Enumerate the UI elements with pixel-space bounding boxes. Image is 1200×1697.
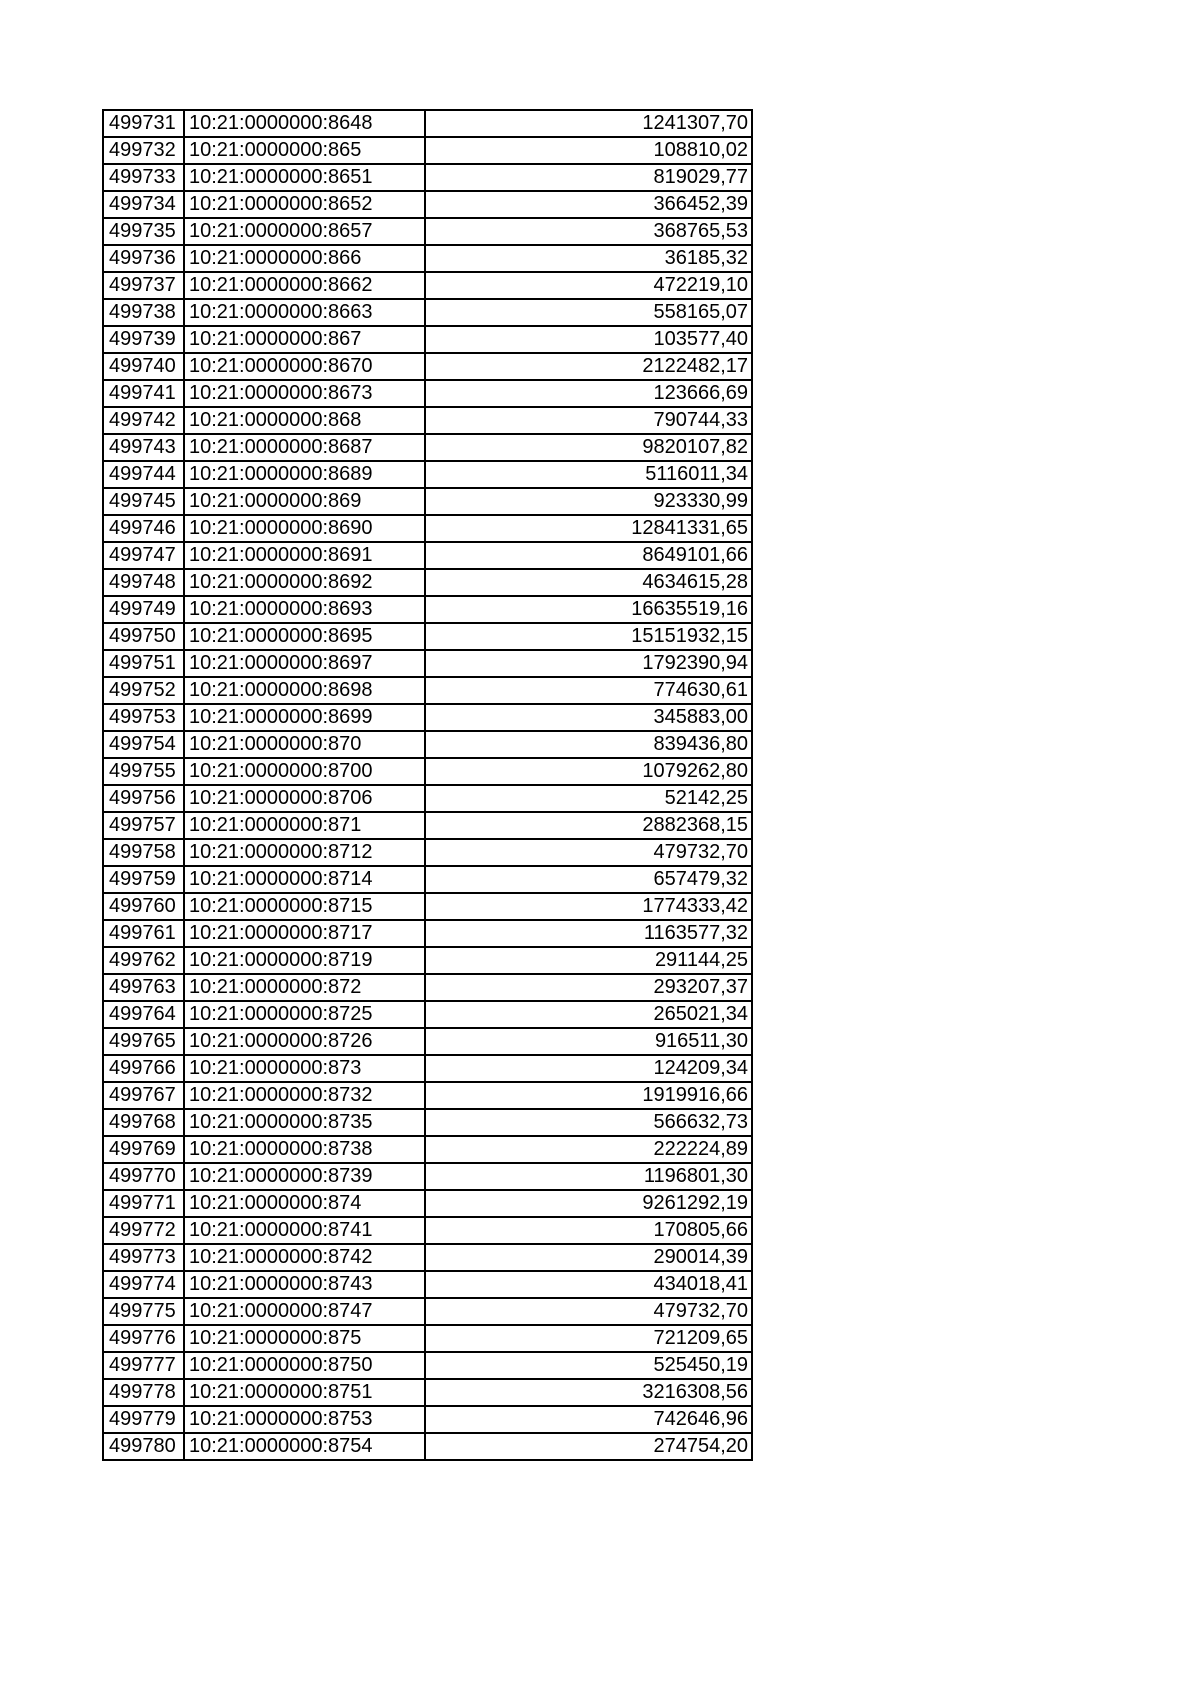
- table-row: [103, 353, 752, 380]
- cadastral-code-cell: 10:21:0000000:8753: [184, 1406, 425, 1433]
- table-body: [103, 110, 752, 1460]
- value-cell: 1774333,42: [425, 893, 752, 920]
- value-cell: 265021,34: [425, 1001, 752, 1028]
- cadastral-code-cell: 10:21:0000000:874: [184, 1190, 425, 1217]
- table-row: [103, 380, 752, 407]
- table-row: [103, 1082, 752, 1109]
- cadastral-code-cell: 10:21:0000000:8663: [184, 299, 425, 326]
- value-cell: 345883,00: [425, 704, 752, 731]
- row-number-cell: 499758: [103, 839, 184, 866]
- value-cell: 3216308,56: [425, 1379, 752, 1406]
- value-cell: 558165,07: [425, 299, 752, 326]
- row-number-cell: 499777: [103, 1352, 184, 1379]
- cadastral-code-cell: 10:21:0000000:8751: [184, 1379, 425, 1406]
- row-number-cell: 499770: [103, 1163, 184, 1190]
- table-row: [103, 758, 752, 785]
- cadastral-code-cell: 10:21:0000000:866: [184, 245, 425, 272]
- cadastral-code-cell: 10:21:0000000:8670: [184, 353, 425, 380]
- table-row: [103, 785, 752, 812]
- table-row: [103, 731, 752, 758]
- value-cell: 1079262,80: [425, 758, 752, 785]
- row-number-cell: 499768: [103, 1109, 184, 1136]
- row-number-cell: 499775: [103, 1298, 184, 1325]
- row-number-cell: 499762: [103, 947, 184, 974]
- row-number-cell: 499752: [103, 677, 184, 704]
- cadastral-code-cell: 10:21:0000000:8743: [184, 1271, 425, 1298]
- row-number-cell: 499764: [103, 1001, 184, 1028]
- cadastral-code-cell: 10:21:0000000:867: [184, 326, 425, 353]
- cadastral-code-cell: 10:21:0000000:875: [184, 1325, 425, 1352]
- row-number-cell: 499776: [103, 1325, 184, 1352]
- value-cell: 16635519,16: [425, 596, 752, 623]
- cadastral-code-cell: 10:21:0000000:8742: [184, 1244, 425, 1271]
- cadastral-code-cell: 10:21:0000000:8673: [184, 380, 425, 407]
- table-row: [103, 299, 752, 326]
- cadastral-code-cell: 10:21:0000000:8732: [184, 1082, 425, 1109]
- table-row: [103, 434, 752, 461]
- value-cell: 2122482,17: [425, 353, 752, 380]
- cadastral-code-cell: 10:21:0000000:8700: [184, 758, 425, 785]
- cadastral-code-cell: 10:21:0000000:8735: [184, 1109, 425, 1136]
- value-cell: 293207,37: [425, 974, 752, 1001]
- cadastral-code-cell: 10:21:0000000:8699: [184, 704, 425, 731]
- row-number-cell: 499749: [103, 596, 184, 623]
- row-number-cell: 499760: [103, 893, 184, 920]
- value-cell: 742646,96: [425, 1406, 752, 1433]
- table-row: [103, 1109, 752, 1136]
- cadastral-code-cell: 10:21:0000000:8715: [184, 893, 425, 920]
- table-row: [103, 1136, 752, 1163]
- row-number-cell: 499756: [103, 785, 184, 812]
- row-number-cell: 499745: [103, 488, 184, 515]
- row-number-cell: 499765: [103, 1028, 184, 1055]
- row-number-cell: 499740: [103, 353, 184, 380]
- row-number-cell: 499738: [103, 299, 184, 326]
- row-number-cell: 499737: [103, 272, 184, 299]
- cadastral-code-cell: 10:21:0000000:8690: [184, 515, 425, 542]
- cadastral-code-cell: 10:21:0000000:8726: [184, 1028, 425, 1055]
- table-row: [103, 1244, 752, 1271]
- table-row: [103, 1298, 752, 1325]
- value-cell: 2882368,15: [425, 812, 752, 839]
- table-row: [103, 704, 752, 731]
- cadastral-code-cell: 10:21:0000000:8693: [184, 596, 425, 623]
- table-row: [103, 488, 752, 515]
- value-cell: 790744,33: [425, 407, 752, 434]
- value-cell: 222224,89: [425, 1136, 752, 1163]
- cadastral-code-cell: 10:21:0000000:8750: [184, 1352, 425, 1379]
- value-cell: 274754,20: [425, 1433, 752, 1460]
- row-number-cell: 499766: [103, 1055, 184, 1082]
- row-number-cell: 499741: [103, 380, 184, 407]
- row-number-cell: 499755: [103, 758, 184, 785]
- cadastral-code-cell: 10:21:0000000:8719: [184, 947, 425, 974]
- table-row: [103, 326, 752, 353]
- value-cell: 479732,70: [425, 839, 752, 866]
- table-row: [103, 839, 752, 866]
- cadastral-code-cell: 10:21:0000000:8697: [184, 650, 425, 677]
- value-cell: 721209,65: [425, 1325, 752, 1352]
- cadastral-code-cell: 10:21:0000000:873: [184, 1055, 425, 1082]
- value-cell: 5116011,34: [425, 461, 752, 488]
- table-row: [103, 218, 752, 245]
- table-row: [103, 1055, 752, 1082]
- value-cell: 12841331,65: [425, 515, 752, 542]
- table-row: [103, 1325, 752, 1352]
- table-row: [103, 542, 752, 569]
- table-row: [103, 893, 752, 920]
- table-row: [103, 812, 752, 839]
- table-row: [103, 407, 752, 434]
- row-number-cell: 499769: [103, 1136, 184, 1163]
- row-number-cell: 499754: [103, 731, 184, 758]
- row-number-cell: 499779: [103, 1406, 184, 1433]
- value-cell: 8649101,66: [425, 542, 752, 569]
- row-number-cell: 499772: [103, 1217, 184, 1244]
- cadastral-code-cell: 10:21:0000000:8738: [184, 1136, 425, 1163]
- cadastral-code-cell: 10:21:0000000:868: [184, 407, 425, 434]
- table-row: [103, 1433, 752, 1460]
- value-cell: 36185,32: [425, 245, 752, 272]
- row-number-cell: 499735: [103, 218, 184, 245]
- row-number-cell: 499739: [103, 326, 184, 353]
- value-cell: 123666,69: [425, 380, 752, 407]
- cadastral-code-cell: 10:21:0000000:870: [184, 731, 425, 758]
- row-number-cell: 499757: [103, 812, 184, 839]
- value-cell: 1792390,94: [425, 650, 752, 677]
- table-row: [103, 191, 752, 218]
- value-cell: 1241307,70: [425, 110, 752, 137]
- value-cell: 1163577,32: [425, 920, 752, 947]
- value-cell: 4634615,28: [425, 569, 752, 596]
- row-number-cell: 499732: [103, 137, 184, 164]
- table-row: [103, 623, 752, 650]
- table-row: [103, 245, 752, 272]
- row-number-cell: 499743: [103, 434, 184, 461]
- table-row: [103, 1190, 752, 1217]
- value-cell: 434018,41: [425, 1271, 752, 1298]
- cadastral-code-cell: 10:21:0000000:8657: [184, 218, 425, 245]
- cadastral-code-cell: 10:21:0000000:8725: [184, 1001, 425, 1028]
- table-row: [103, 461, 752, 488]
- value-cell: 472219,10: [425, 272, 752, 299]
- cadastral-code-cell: 10:21:0000000:8717: [184, 920, 425, 947]
- table-row: [103, 596, 752, 623]
- row-number-cell: 499773: [103, 1244, 184, 1271]
- cadastral-code-cell: 10:21:0000000:8712: [184, 839, 425, 866]
- value-cell: 291144,25: [425, 947, 752, 974]
- cadastral-code-cell: 10:21:0000000:872: [184, 974, 425, 1001]
- row-number-cell: 499761: [103, 920, 184, 947]
- row-number-cell: 499763: [103, 974, 184, 1001]
- row-number-cell: 499747: [103, 542, 184, 569]
- table-row: [103, 974, 752, 1001]
- table-row: [103, 1028, 752, 1055]
- value-cell: 819029,77: [425, 164, 752, 191]
- cadastral-code-cell: 10:21:0000000:8741: [184, 1217, 425, 1244]
- value-cell: 1196801,30: [425, 1163, 752, 1190]
- row-number-cell: 499750: [103, 623, 184, 650]
- cadastral-code-cell: 10:21:0000000:8691: [184, 542, 425, 569]
- row-number-cell: 499746: [103, 515, 184, 542]
- table-row: [103, 515, 752, 542]
- value-cell: 479732,70: [425, 1298, 752, 1325]
- cadastral-code-cell: 10:21:0000000:8692: [184, 569, 425, 596]
- table-row: [103, 1001, 752, 1028]
- cadastral-code-cell: 10:21:0000000:8652: [184, 191, 425, 218]
- row-number-cell: 499736: [103, 245, 184, 272]
- value-cell: 15151932,15: [425, 623, 752, 650]
- table-row: [103, 1163, 752, 1190]
- value-cell: 52142,25: [425, 785, 752, 812]
- value-cell: 170805,66: [425, 1217, 752, 1244]
- row-number-cell: 499734: [103, 191, 184, 218]
- row-number-cell: 499767: [103, 1082, 184, 1109]
- value-cell: 9261292,19: [425, 1190, 752, 1217]
- value-cell: 916511,30: [425, 1028, 752, 1055]
- cadastral-code-cell: 10:21:0000000:871: [184, 812, 425, 839]
- row-number-cell: 499731: [103, 110, 184, 137]
- row-number-cell: 499753: [103, 704, 184, 731]
- row-number-cell: 499780: [103, 1433, 184, 1460]
- value-cell: 124209,34: [425, 1055, 752, 1082]
- value-cell: 290014,39: [425, 1244, 752, 1271]
- table-row: [103, 1217, 752, 1244]
- value-cell: 525450,19: [425, 1352, 752, 1379]
- row-number-cell: 499742: [103, 407, 184, 434]
- cadastral-code-cell: 10:21:0000000:8706: [184, 785, 425, 812]
- value-cell: 103577,40: [425, 326, 752, 353]
- row-number-cell: 499759: [103, 866, 184, 893]
- row-number-cell: 499778: [103, 1379, 184, 1406]
- table-row: [103, 866, 752, 893]
- table-row: [103, 164, 752, 191]
- table-row: [103, 272, 752, 299]
- table-row: [103, 569, 752, 596]
- cadastral-code-cell: 10:21:0000000:8651: [184, 164, 425, 191]
- table-row: [103, 920, 752, 947]
- row-number-cell: 499748: [103, 569, 184, 596]
- cadastral-code-cell: 10:21:0000000:8689: [184, 461, 425, 488]
- table-row: [103, 110, 752, 137]
- value-cell: 923330,99: [425, 488, 752, 515]
- table-row: [103, 947, 752, 974]
- table-row: [103, 650, 752, 677]
- cadastral-code-cell: 10:21:0000000:8714: [184, 866, 425, 893]
- value-cell: 108810,02: [425, 137, 752, 164]
- table-row: [103, 1271, 752, 1298]
- table-row: [103, 677, 752, 704]
- data-table: [102, 109, 753, 1461]
- table-row: [103, 1379, 752, 1406]
- cadastral-code-cell: 10:21:0000000:8739: [184, 1163, 425, 1190]
- cadastral-code-cell: 10:21:0000000:869: [184, 488, 425, 515]
- row-number-cell: 499771: [103, 1190, 184, 1217]
- cadastral-code-cell: 10:21:0000000:8747: [184, 1298, 425, 1325]
- cadastral-code-cell: 10:21:0000000:8695: [184, 623, 425, 650]
- cadastral-code-cell: 10:21:0000000:8648: [184, 110, 425, 137]
- value-cell: 368765,53: [425, 218, 752, 245]
- row-number-cell: 499733: [103, 164, 184, 191]
- table-row: [103, 1352, 752, 1379]
- value-cell: 366452,39: [425, 191, 752, 218]
- table-row: [103, 1406, 752, 1433]
- table-row: [103, 137, 752, 164]
- value-cell: 657479,32: [425, 866, 752, 893]
- cadastral-code-cell: 10:21:0000000:865: [184, 137, 425, 164]
- value-cell: 774630,61: [425, 677, 752, 704]
- value-cell: 566632,73: [425, 1109, 752, 1136]
- cadastral-code-cell: 10:21:0000000:8754: [184, 1433, 425, 1460]
- cadastral-code-cell: 10:21:0000000:8698: [184, 677, 425, 704]
- value-cell: 9820107,82: [425, 434, 752, 461]
- value-cell: 1919916,66: [425, 1082, 752, 1109]
- cadastral-code-cell: 10:21:0000000:8662: [184, 272, 425, 299]
- cadastral-code-cell: 10:21:0000000:8687: [184, 434, 425, 461]
- row-number-cell: 499744: [103, 461, 184, 488]
- row-number-cell: 499751: [103, 650, 184, 677]
- row-number-cell: 499774: [103, 1271, 184, 1298]
- value-cell: 839436,80: [425, 731, 752, 758]
